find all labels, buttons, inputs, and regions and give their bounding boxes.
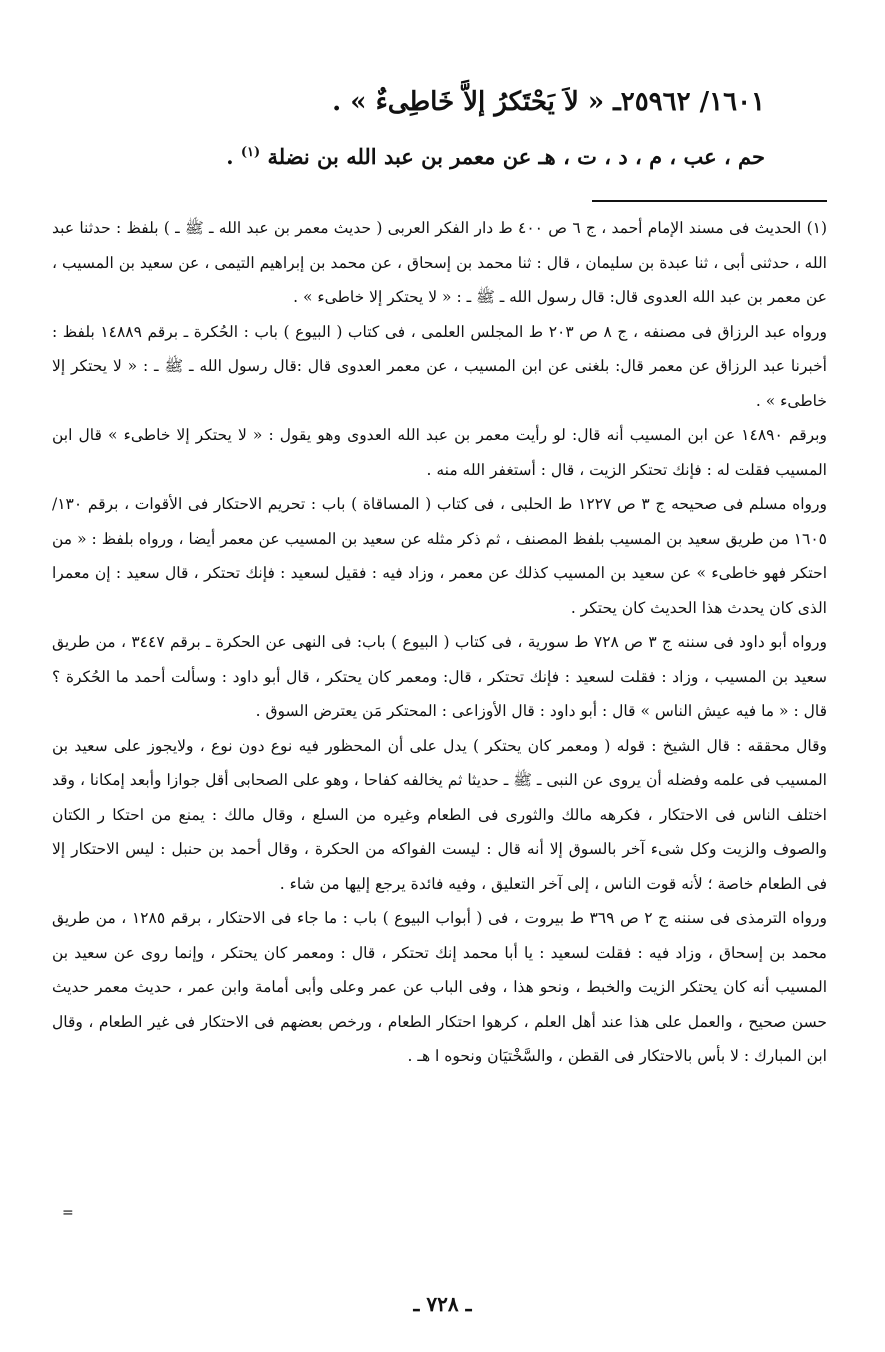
footnote-paragraph: ورواه عبد الرزاق فى مصنفه ، ج ٨ ص ٢٠٣ ط المجلس العلمى ، فى كتاب ( البيوع ) باب : الحُكرة ـ برقم ١٤٨٨٩ بلفظ : أخبرنا عبد الرزاق عن معمر قال: بلغنى عن ابن المسيب ، عن معمر العدوى قال :قال رسول الله ـ ﷺ ـ : « لا يحتكر إلا خاطىء » . [52,322,827,410]
footnotes [52,211,827,1074]
footnote-paragraph: (١) الحديث فى مسند الإمام أحمد ، ج ٦ ص ٤٠٠ ط دار الفكر العربى ( حديث معمر بن عبد الله ـ ﷺ ـ ) بلفظ : حدثنا عبد الله ، حدثنى أبى ، ثنا عبدة بن سليمان ، قال : ثنا محمد بن إسحاق ، عن محمد بن إبراهيم التيمى ، عن سعيد بن المسيب ، عن معمر بن عبد الله العدوى قال: قال رسول الله ـ ﷺ ـ : « لا يحتكر إلا خاطىء » . [52,219,828,306]
footnote-ref: (١) [240,145,261,160]
footnote-paragraph: وبرقم ١٤٨٩٠ عن ابن المسيب أنه قال: لو رأيت معمر بن عبد الله العدوى وهو يقول : « لا يحتكر إلا خاطىء » قال ابن المسيب فقلت له : فإنك تحتكر الزيت ، قال : أستغفر الله منه . [52,426,827,479]
continuation-mark: = [62,1205,74,1221]
footnote-paragraph: ورواه مسلم فى صحيحه ج ٣ ص ١٢٢٧ ط الحلبى ، فى كتاب ( المساقاة ) باب : تحريم الاحتكار فى الأقوات ، برقم ١٣٠/ ١٦٠٥ من طريق سعيد بن المسيب بلفظ المصنف ، ثم ذكر مثله عن سعيد بن المسيب عن معمر أيضا ، ورواه بلفظ : « من احتكر فهو خاطىء » عن سعيد بن المسيب كذلك عن معمر ، وزاد فيه : فقيل لسعيد : فإنك تحتكر ، قال سعيد : إن معمرا الذى كان يحدث هذا الحديث كان يحتكر . [52,495,828,617]
page-number: ـ ٧٢٨ ـ [413,1292,472,1316]
hadith-entry: ١٦٠١/ ٢٥٩٦٢ـ « لاَ يَحْتَكرُ إلاَّ خَاطِىءٌ » . [332,87,765,117]
footnote-separator [592,200,827,202]
footnote-paragraph: وقال محققه : قال الشيخ : قوله ( ومعمر كان يحتكر ) يدل على أن المحظور فيه نوع دون نوع ، ولايجوز على سعيد بن المسيب فى علمه وفضله أن يروى عن النبى ـ ﷺ ـ حديثا ثم يخالفه كفاحا ، وهو على الصحابى أقل جوازا وأبعد إمكانا ، وقد اختلف الناس فى الاحتكار ، فكرهه مالك والثورى فى الطعام وغيره من السلع ، وقال مالك : يمنع من احتكا ر الكتان والصوف والزيت وكل شىء آخر بالسوق إلا أنه قال : ليست الفواكه من الحكرة ، وقال أحمد بن حنبل : ليس الاحتكار إلا فى الطعام خاصة ؛ لأنه قوت الناس ، إلى آخر التعليق ، وفيه فائدة يرجع إليها من شاء . [52,736,827,893]
source-list: حم ، عب ، م ، د ، ت ، هـ عن معمر بن عبد الله بن نضلة [267,144,765,169]
footnote-paragraph: ورواه أبو داود فى سننه ج ٣ ص ٧٢٨ ط سورية ، فى كتاب ( البيوع ) باب: فى النهى عن الحكرة ـ برقم ٣٤٤٧ ، من طريق سعيد بن المسيب ، وزاد : فقلت لسعيد : فإنك تحتكر ، قال: ومعمر كان يحتكر ، قال أبو داود : وسألت أحمد ما الحُكرة ؟ قال : « ما فيه عيش الناس » قال : أبو داود : قال الأوزاعى : المحتكر مَن يعترض السوق . [52,633,828,720]
sources-end: . [226,144,234,169]
hadith-sources [65,143,765,170]
footnote-paragraph: ورواه الترمذى فى سننه ج ٢ ص ٣٦٩ ط بيروت ، فى ( أبواب البيوع ) باب : ما جاء فى الاحتكار ، برقم ١٢٨٥ ، من طريق محمد بن إسحاق ، وزاد فيه : فقلت لسعيد : يا أبا محمد إنك تحتكر ، قال : ومعمر كان يحتكر ، وإنما روى عن سعيد بن المسيب أنه كان يحتكر الزيت والخبط ، ونحو هذا ، وفى الباب عن عمر وعلى وأبى أمامة وابن عمر ، حديث معمر حديث حسن صحيح ، والعمل على هذا عند أهل العلم ، كرهوا احتكار الطعام ، ورخص بعضهم فى الاحتكار فى غير الطعام ، وقال ابن المبارك : لا بأس بالاحتكار فى القطن ، والسَّخْتيَان ونحوه ا هـ . [52,909,828,1065]
